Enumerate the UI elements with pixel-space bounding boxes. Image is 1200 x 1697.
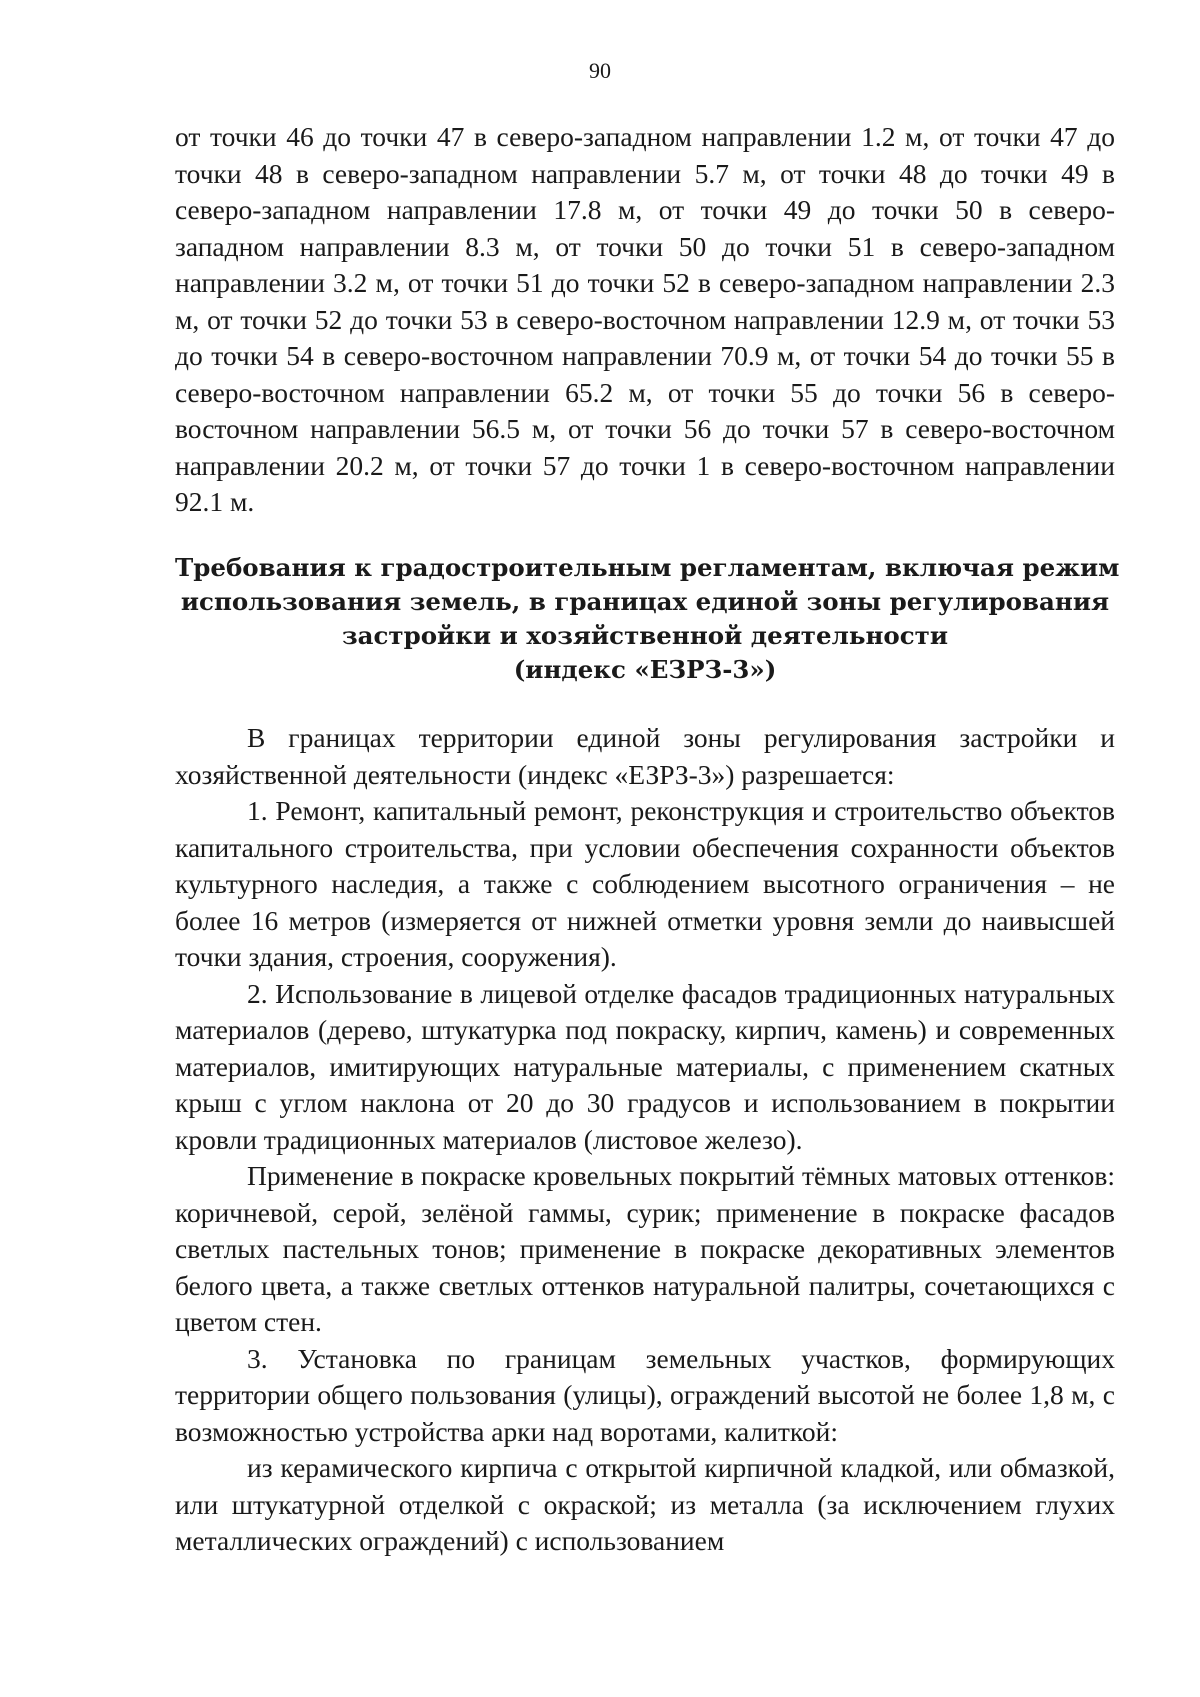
- body-paragraph-fence-materials: из керамического кирпича с открытой кирпичной кладкой, или обмазкой, или штукатурной отделкой с окраской; из металла (за исключением глухих металлических ограждений) с использованием: [175, 1452, 1115, 1556]
- intro-section: [175, 119, 1115, 521]
- heading-line-2: использования земель, в границах единой зоны регулирования: [180, 587, 1110, 616]
- page-number: 90: [589, 58, 611, 83]
- heading-line-4: (индекс «ЕЗРЗ-3»): [513, 655, 777, 684]
- section-heading: [175, 551, 1120, 687]
- heading-line-1: Требования к градостроительным регламентам, включая режим: [175, 553, 1120, 582]
- body-paragraph-item-1: 1. Ремонт, капитальный ремонт, реконструкция и строительство объектов капитального строительства, при условии обеспечения сохранности объектов культурного наследия, а также с соблюдением высотного ограничения – не более 16 метров (измеряется от нижней отметки уровня земли до наивысшей точки здания, строения, сооружения).: [175, 795, 1115, 972]
- body-paragraph-item-2: 2. Использование в лицевой отделке фасадов традиционных натуральных материалов (дерево, штукатурка под покраску, кирпич, камень) и современных материалов, имитирующих натуральные материалы, с применением скатных крыш с углом наклона от 20 до 30 градусов и использованием в покрытии кровли традиционных материалов (листовое железо).: [175, 977, 1115, 1155]
- heading-line-3: застройки и хозяйственной деятельности: [341, 621, 949, 650]
- body-paragraph-item-3: 3. Установка по границам земельных участков, формирующих территории общего пользования (улицы), ограждений высотой не более 1,8 м, с возможностью устройства арки над воротами, калиткой:: [175, 1342, 1115, 1447]
- body-paragraph-colors: Применение в покраске кровельных покрытий тёмных матовых оттенков: коричневой, серой, зелёной гаммы, сурик; применение в покраске фасадов светлых пастельных тонов; применение в покраске декоративных элементов белого цвета, а также светлых оттенков натуральной палитры, сочетающихся с цветом стен.: [175, 1160, 1115, 1337]
- body-section: [175, 720, 1115, 1560]
- intro-paragraph: от точки 46 до точки 47 в северо-западном направлении 1.2 м, от точки 47 до точки 48 в северо-западном направлении 5.7 м, от точки 48 до точки 49 в северо-западном направлении 17.8 м, от точки 49 до точки 50 в северо-западном направлении 8.3 м, от точки 50 до точки 51 в северо-западном направлении 3.2 м, от точки 51 до точки 52 в северо-западном направлении 2.3 м, от точки 52 до точки 53 в северо-восточном направлении 12.9 м, от точки 53 до точки 54 в северо-восточном направлении 70.9 м, от точки 54 до точки 55 в северо-восточном направлении 65.2 м, от точки 55 до точки 56 в северо-восточном направлении 56.5 м, от точки 56 до точки 57 в северо-восточном направлении 20.2 м, от точки 57 до точки 1 в северо-восточном направлении 92.1 м.: [175, 121, 1115, 517]
- body-paragraph-intro: В границах территории единой зоны регулирования застройки и хозяйственной деятельности (индекс «ЕЗРЗ-3») разрешается:: [175, 722, 1115, 790]
